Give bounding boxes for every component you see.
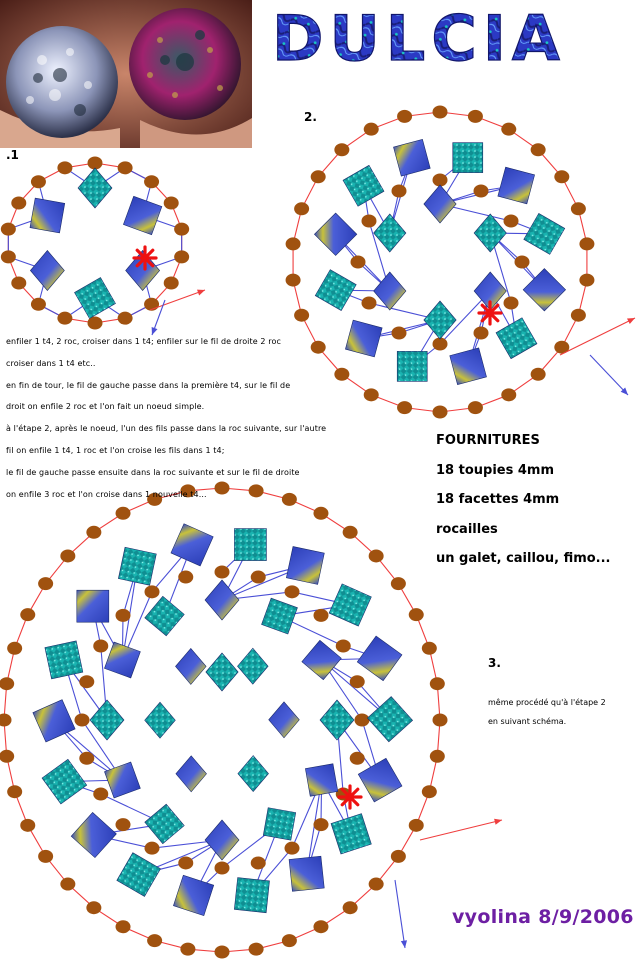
supply-item: rocailles xyxy=(436,521,498,537)
instruction-line: droit on enfile 2 roc et l'on fait un noeud simple. xyxy=(6,402,205,412)
facette-bead xyxy=(90,700,124,740)
rocaille-bead xyxy=(430,750,445,763)
rocaille-bead xyxy=(116,507,131,520)
toupie-bead xyxy=(205,580,239,620)
rocaille-bead xyxy=(145,585,160,598)
facette-bead xyxy=(145,804,184,843)
facette-bead xyxy=(78,168,112,208)
rocaille-bead xyxy=(31,298,46,311)
facette-bead xyxy=(145,702,176,738)
instruction-line: enfiler 1 t4, 2 roc, croiser dans 1 t4; enfiler sur le fil de droite 2 roc xyxy=(6,337,281,346)
facette-bead xyxy=(238,648,269,684)
facette-bead xyxy=(374,214,406,252)
rocaille-bead xyxy=(350,752,365,765)
rocaille-bead xyxy=(11,197,26,210)
rocaille-bead xyxy=(164,197,179,210)
rocaille-bead xyxy=(180,943,195,956)
facette-bead xyxy=(117,853,161,897)
thread-end-arrow xyxy=(150,290,205,310)
rocaille-bead xyxy=(38,850,53,863)
facette-bead xyxy=(262,598,298,634)
rocaille-bead xyxy=(364,123,379,136)
rocaille-bead xyxy=(433,106,448,119)
toupie-bead xyxy=(77,590,109,622)
rocaille-bead xyxy=(7,642,22,655)
rocaille-bead xyxy=(1,250,16,263)
facette-bead xyxy=(145,596,184,635)
rocaille-bead xyxy=(409,608,424,621)
title-text: DULCIA xyxy=(272,2,566,74)
rocaille-bead xyxy=(286,237,301,250)
rocaille-bead xyxy=(118,312,133,325)
facette-bead xyxy=(320,700,354,740)
rocaille-bead xyxy=(343,526,358,539)
rocaille-bead xyxy=(1,223,16,236)
rocaille-bead xyxy=(351,256,366,269)
rocaille-bead xyxy=(504,297,519,310)
toupie-bead xyxy=(123,196,161,234)
rocaille-bead xyxy=(31,175,46,188)
rocaille-bead xyxy=(116,818,131,831)
rocaille-bead xyxy=(579,237,594,250)
rocaille-bead xyxy=(474,184,489,197)
instruction-line: le fil de gauche passe ensuite dans la roc suivante et sur le fil de droite xyxy=(6,467,300,477)
rocaille-bead xyxy=(422,642,437,655)
rocaille-bead xyxy=(355,714,370,727)
rocaille-bead xyxy=(392,184,407,197)
rocaille-bead xyxy=(20,608,35,621)
rocaille-bead xyxy=(60,549,75,562)
rocaille-bead xyxy=(60,878,75,891)
step3-note-line: même procédé qu'à l'étape 2 xyxy=(488,698,606,707)
rocaille-bead xyxy=(361,215,376,228)
facette-bead xyxy=(315,270,356,311)
toupie-bead xyxy=(33,700,75,742)
rocaille-bead xyxy=(369,549,384,562)
facette-bead xyxy=(234,878,269,913)
rocaille-bead xyxy=(174,223,189,236)
toupie-bead xyxy=(205,820,239,860)
rocaille-bead xyxy=(361,297,376,310)
facette-bead xyxy=(331,814,371,854)
rocaille-bead xyxy=(501,123,516,136)
toupie-bead xyxy=(30,251,64,291)
thread-end-arrow xyxy=(560,318,635,355)
rocaille-bead xyxy=(20,819,35,832)
toupie-bead xyxy=(289,856,324,891)
rocaille-bead xyxy=(144,298,159,311)
rocaille-bead xyxy=(313,818,328,831)
rocaille-bead xyxy=(75,714,90,727)
rocaille-bead xyxy=(474,327,489,340)
toupie-bead xyxy=(357,636,402,681)
arrowhead-icon xyxy=(197,290,205,296)
rocaille-bead xyxy=(0,677,14,690)
rocaille-bead xyxy=(285,585,300,598)
rocaille-bead xyxy=(468,110,483,123)
rocaille-bead xyxy=(116,609,131,622)
facette-bead xyxy=(45,641,83,679)
rocaille-bead xyxy=(554,170,569,183)
toupie-bead xyxy=(269,702,300,738)
signature: vyolina 8/9/2006 xyxy=(452,906,634,928)
rocaille-bead xyxy=(251,856,266,869)
toupie-bead xyxy=(305,764,337,796)
rocaille-bead xyxy=(422,785,437,798)
toupie-bead xyxy=(176,756,207,792)
rocaille-bead xyxy=(164,277,179,290)
instruction-line: à l'étape 2, après le noeud, l'un des fils passe dans la roc suivante, sur l'autre xyxy=(6,424,327,434)
toupie-bead xyxy=(358,758,402,802)
supplies-list xyxy=(436,426,636,574)
rocaille-bead xyxy=(433,406,448,419)
rocaille-bead xyxy=(313,507,328,520)
rocaille-bead xyxy=(286,274,301,287)
rocaille-bead xyxy=(215,862,230,875)
arrowhead-icon xyxy=(401,940,407,948)
rocaille-bead xyxy=(116,920,131,933)
toupie-bead xyxy=(424,185,456,223)
rocaille-bead xyxy=(571,309,586,322)
facette-bead xyxy=(367,697,412,742)
step3-note-line: en suivant schéma. xyxy=(488,717,567,726)
rocaille-bead xyxy=(86,526,101,539)
rocaille-bead xyxy=(468,401,483,414)
rocaille-bead xyxy=(215,566,230,579)
rocaille-bead xyxy=(336,640,351,653)
rocaille-bead xyxy=(391,577,406,590)
rocaille-bead xyxy=(409,819,424,832)
rocaille-bead xyxy=(93,640,108,653)
rocaille-bead xyxy=(313,609,328,622)
rocaille-bead xyxy=(7,785,22,798)
rocaille-bead xyxy=(11,277,26,290)
step3-note xyxy=(488,693,638,731)
rocaille-bead xyxy=(571,202,586,215)
rocaille-bead xyxy=(215,946,230,959)
facette-bead xyxy=(496,318,537,359)
instruction-line: fil on enfile 1 t4, 1 roc et l'on croise les fils dans 1 t4; xyxy=(6,445,225,455)
rocaille-bead xyxy=(249,943,264,956)
rocaille-bead xyxy=(515,256,530,269)
rocaille-bead xyxy=(147,934,162,947)
rocaille-bead xyxy=(0,750,14,763)
rocaille-bead xyxy=(343,901,358,914)
rocaille-bead xyxy=(531,143,546,156)
rocaille-bead xyxy=(531,368,546,381)
toupie-bead xyxy=(374,272,406,310)
rocaille-bead xyxy=(334,143,349,156)
facette-bead xyxy=(42,759,87,804)
step1-label: .1 xyxy=(6,148,19,162)
rocaille-bead xyxy=(178,571,193,584)
supply-item: un galet, caillou, fimo... xyxy=(436,551,611,566)
rocaille-bead xyxy=(57,312,72,325)
instruction-line: croiser dans 1 t4 etc.. xyxy=(6,358,96,368)
rocaille-bead xyxy=(144,175,159,188)
thread-end-arrow xyxy=(420,820,502,840)
facette-bead xyxy=(75,278,116,319)
thread-end-arrow xyxy=(395,880,405,948)
rocaille-bead xyxy=(285,842,300,855)
facette-bead xyxy=(238,756,269,792)
facette-bead xyxy=(118,547,156,585)
rocaille-bead xyxy=(282,934,297,947)
rocaille-bead xyxy=(0,714,12,727)
facette-bead xyxy=(524,213,565,254)
rocaille-bead xyxy=(294,202,309,215)
thread-end-arrow xyxy=(590,355,628,395)
instruction-line: en fin de tour, le fil de gauche passe dans la première t4, sur le fil de xyxy=(6,380,291,390)
rocaille-bead xyxy=(397,110,412,123)
rocaille-bead xyxy=(313,920,328,933)
instructions xyxy=(6,331,426,505)
toupie-bead xyxy=(286,546,324,584)
rocaille-bead xyxy=(504,215,519,228)
rocaille-bead xyxy=(369,878,384,891)
rocaille-bead xyxy=(311,170,326,183)
rocaille-bead xyxy=(174,250,189,263)
toupie-bead xyxy=(104,762,140,798)
supply-item: 18 facettes 4mm xyxy=(436,492,560,507)
step2-label: 2. xyxy=(304,110,317,124)
rocaille-bead xyxy=(294,309,309,322)
facette-bead xyxy=(424,301,456,339)
rocaille-bead xyxy=(178,856,193,869)
rocaille-bead xyxy=(57,161,72,174)
facette-bead xyxy=(206,653,238,691)
facette-bead xyxy=(453,143,483,173)
rocaille-bead xyxy=(79,675,94,688)
toupie-bead xyxy=(302,640,341,679)
toupie-bead xyxy=(171,524,213,566)
toupie-bead xyxy=(393,139,430,176)
supplies-heading: FOURNITURES xyxy=(436,433,540,448)
rocaille-bead xyxy=(38,577,53,590)
rocaille-bead xyxy=(118,161,133,174)
rocaille-bead xyxy=(579,274,594,287)
facette-bead xyxy=(234,529,266,561)
toupie-bead xyxy=(450,348,487,385)
rocaille-bead xyxy=(433,714,448,727)
rocaille-bead xyxy=(430,677,445,690)
rocaille-bead xyxy=(145,842,160,855)
rocaille-bead xyxy=(501,388,516,401)
facette-bead xyxy=(329,584,371,626)
toupie-bead xyxy=(71,812,116,857)
rocaille-bead xyxy=(251,571,266,584)
rocaille-bead xyxy=(350,675,365,688)
toupie-bead xyxy=(104,642,140,678)
toupie-bead xyxy=(176,648,207,684)
rocaille-bead xyxy=(391,850,406,863)
toupie-bead xyxy=(30,198,65,233)
step3-label: 3. xyxy=(488,656,501,670)
instruction-line: on enfile 3 roc et l'on croise dans 1 nouvelle t4... xyxy=(6,489,207,499)
toupie-bead xyxy=(498,167,535,204)
rocaille-bead xyxy=(86,901,101,914)
facette-bead xyxy=(343,165,384,206)
supply-item: 18 toupies 4mm xyxy=(436,462,554,478)
rocaille-bead xyxy=(79,752,94,765)
facette-bead xyxy=(474,214,506,252)
arrowhead-icon xyxy=(494,819,502,825)
rocaille-bead xyxy=(93,788,108,801)
facette-bead xyxy=(263,808,295,840)
